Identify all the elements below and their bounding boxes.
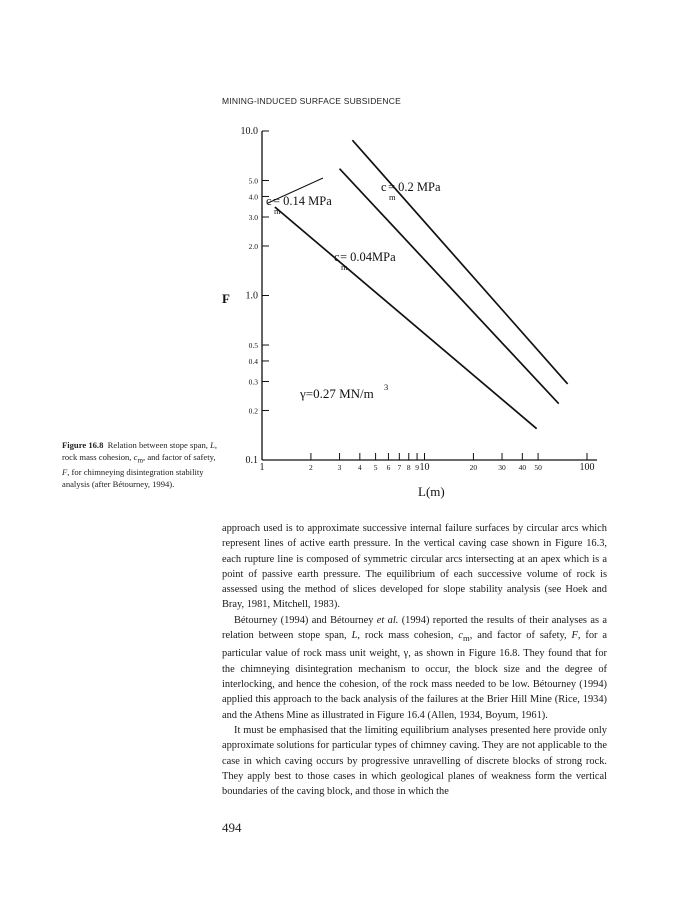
- x-tick-label: 40: [518, 463, 527, 472]
- x-tick-label: 2: [309, 463, 313, 472]
- y-tick-label: 0.4: [248, 356, 258, 366]
- x-ticks: [260, 453, 595, 473]
- x-tick-label: 30: [498, 463, 506, 472]
- x-tick-label: 6: [386, 463, 391, 472]
- y-tick-label: 5.0: [248, 176, 258, 186]
- caption-text-d: , for chimneying disintegration stability analysis (after Bétourney, 1994).: [62, 466, 204, 489]
- series-label-0.04-rest: = 0.04MPa: [340, 250, 396, 264]
- x-tick-label: 100: [579, 462, 595, 473]
- caption-symbol-F: F: [62, 466, 68, 477]
- figure-caption: [62, 440, 222, 490]
- body-paragraph-3: It must be emphasised that the limiting equilibrium analyses presented here provide only approximate solutions for particular types of chimney caving. They are not applicable to the case in which caving occurs by progressive unravelling of discrete blocks of strong rock. They apply best to those cases in which geological planes of weakness form the vertical boundaries of the caving block, and those in which the: [222, 724, 607, 798]
- y-tick-label: 0.5: [248, 341, 258, 351]
- x-tick-label: 8: [406, 463, 411, 472]
- caption-label: Figure 16.8: [62, 440, 104, 450]
- p2-text-c: , rock mass cohesion,: [357, 630, 459, 642]
- p2-et-al: et al.: [376, 614, 399, 626]
- x-tick-label: 3: [337, 463, 342, 472]
- x-axis-label: L(m): [418, 484, 445, 499]
- caption-text-c: , and factor of safety,: [143, 451, 216, 462]
- y-ticks: [241, 126, 270, 466]
- x-tick-label: 1: [259, 462, 265, 473]
- y-tick-label: 0.3: [248, 377, 258, 387]
- body-paragraph-1: approach used is to approximate successive internal failure surfaces by circular arcs which represent lines of active earth pressure. In the vertical caving case shown in Figure 16.3, each rupture line is composed of symmetric circular arcs intersecting at an apex which is a point of passive earth pressure. The equilibrium of each successive volume of rock is assessed using the method of slices developed for slope stability analysis (see Hoek and Bray, 1981, Mitchell, 1983).: [222, 523, 607, 611]
- y-tick-label: 10.0: [240, 126, 258, 137]
- caption-symbol-c: c: [133, 451, 138, 462]
- series-label-0.04: [334, 250, 396, 272]
- p2-symbol-F: F: [571, 630, 578, 642]
- caption-symbol-c-sub: m: [137, 456, 144, 465]
- gamma-annotation: [299, 382, 388, 401]
- page-number: 494: [222, 820, 242, 835]
- y-tick-label: 1.0: [245, 290, 258, 302]
- x-tick-label: 4: [357, 463, 362, 472]
- x-tick-label: 20: [469, 463, 478, 472]
- series-label-0.04-sub: m: [341, 262, 348, 272]
- p2-text-b: (1994) reported the results of their analyses as a relation between stope span,: [222, 614, 607, 642]
- series-label-0.2-sub: m: [389, 192, 396, 202]
- p2-symbol-c-sub: m: [463, 633, 470, 644]
- body-paragraph-2: [222, 613, 607, 723]
- series-label-0.14-sub: m: [274, 206, 281, 216]
- p2-text-d: , and factor of safety,: [469, 630, 572, 642]
- x-tick-label: 10: [419, 462, 430, 473]
- x-tick-label: 9: [415, 463, 419, 472]
- series-line-1: [340, 169, 559, 404]
- caption-symbol-L: L: [210, 440, 215, 450]
- p2-symbol-c: c: [458, 630, 463, 642]
- body-text: [222, 521, 607, 799]
- y-tick-label: 4.0: [248, 192, 258, 202]
- p2-text-e: , for a particular value of rock mass unit weight, γ, as shown in Figure 16.8. They found that for the chimneying disintegration mechanism to occur, the block size and the degree of interlocking, and hence the cohesion, of the rock mass needed to be low. Bétourney (1994) applied this approach to the back analysis of the failures at the Brier Hill Mine (Rice, 1934) and the Athens Mine as illustrated in Figure 16.4 (Allen, 1934, Boyum, 1961).: [222, 630, 608, 721]
- y-axis-label: F: [222, 291, 230, 306]
- series-label-0.2-c: c: [381, 180, 387, 194]
- series-label-0.2: [381, 180, 441, 202]
- y-tick-label: 2.0: [248, 241, 258, 251]
- y-tick-label: 3.0: [248, 213, 258, 223]
- y-tick-label: 0.2: [248, 406, 258, 416]
- x-tick-label: 50: [534, 463, 542, 472]
- running-head: MINING-INDUCED SURFACE SUBSIDENCE: [222, 96, 401, 106]
- series-label-0.04-c: c: [334, 250, 340, 264]
- caption-text-b: , rock mass cohesion,: [62, 440, 217, 462]
- caption-text-a: Relation between stope span,: [107, 440, 211, 450]
- series-label-0.2-rest: = 0.2 MPa: [388, 180, 441, 194]
- gamma-annotation-superscript: 3: [384, 382, 389, 392]
- gamma-annotation-text: γ=0.27 MN/m: [300, 386, 374, 401]
- x-tick-label: 7: [397, 463, 402, 472]
- x-tick-label: 5: [373, 463, 378, 472]
- p2-text-a: Bétourney (1994) and Bétourney: [234, 614, 377, 626]
- series-label-0.14-rest: = 0.14 MPa: [273, 194, 332, 208]
- series-label-0.14-c: c: [266, 194, 272, 208]
- p2-symbol-L: L: [351, 630, 358, 642]
- series-label-0.14: [266, 178, 332, 216]
- y-tick-label: 0.1: [245, 455, 258, 466]
